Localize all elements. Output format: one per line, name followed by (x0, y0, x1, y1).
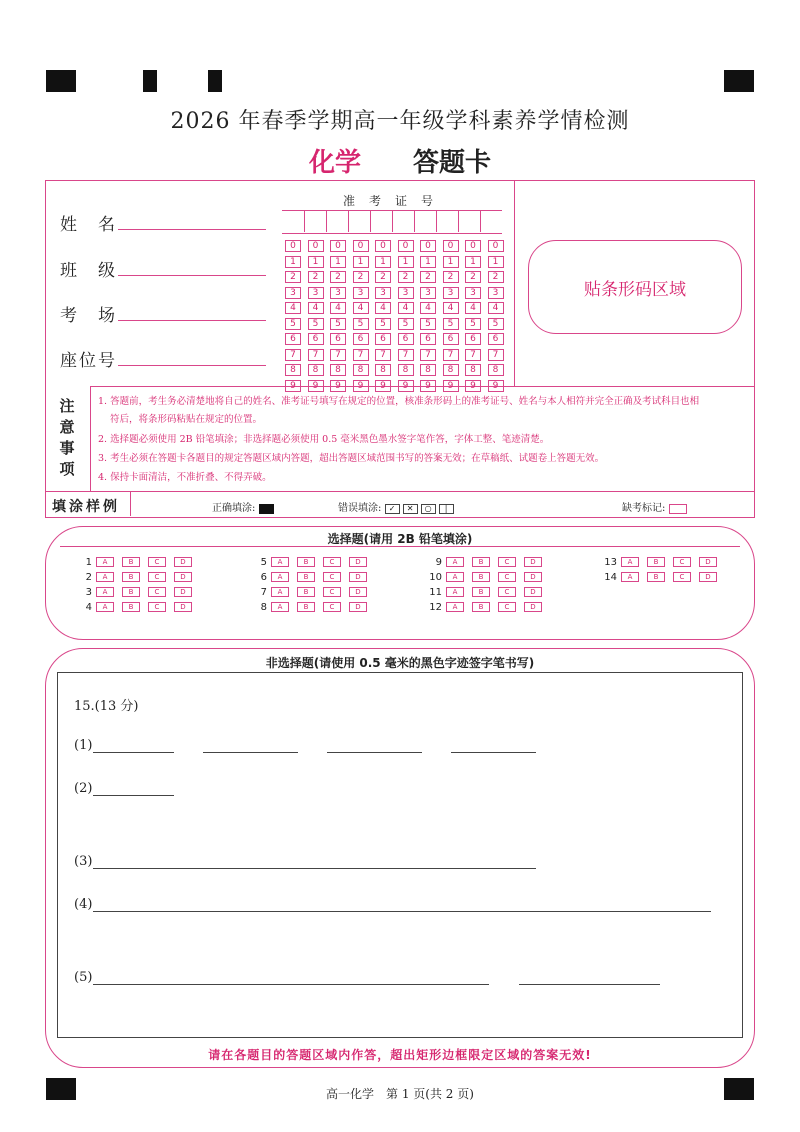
part-2-label: (2) (74, 781, 93, 796)
answer-bubble[interactable]: A (621, 557, 639, 567)
answer-bubble[interactable]: D (349, 557, 367, 567)
absent-mark-label: 缺考标记: (622, 503, 666, 514)
answer-bubble[interactable]: D (349, 572, 367, 582)
answer-bubble[interactable]: C (323, 602, 341, 612)
barcode-area (528, 240, 742, 334)
answer-bubble[interactable]: A (446, 557, 464, 567)
part-3-label: (3) (74, 854, 93, 869)
admission-digit-bubble[interactable]: 4 (443, 302, 459, 314)
admission-heading: 准考证号 (343, 194, 448, 208)
admission-digit-bubble[interactable]: 7 (285, 349, 301, 361)
answer-line[interactable] (93, 984, 489, 985)
answer-bubble[interactable]: C (498, 557, 516, 567)
admission-digit-bubble[interactable]: 7 (308, 349, 324, 361)
admission-digit-bubble[interactable]: 0 (420, 240, 436, 252)
choice-question-row (603, 557, 725, 568)
answer-bubble[interactable]: C (673, 557, 691, 567)
admission-digit-bubble[interactable]: 5 (443, 318, 459, 330)
answer-bubble[interactable]: B (647, 572, 665, 582)
subject-name: 化学 (308, 148, 361, 178)
admission-digit-bubble[interactable]: 7 (353, 349, 369, 361)
answer-bubble[interactable]: B (472, 587, 490, 597)
admission-digit-bubble[interactable]: 0 (330, 240, 346, 252)
admission-digit-bubble[interactable]: 3 (353, 287, 369, 299)
choice-question-row (428, 557, 550, 568)
question-number: 14 (604, 572, 617, 583)
admission-digit-bubble[interactable]: 5 (398, 318, 414, 330)
choice-question-row (253, 602, 375, 613)
card-title (0, 142, 800, 179)
admission-digit-bubble[interactable]: 5 (285, 318, 301, 330)
admission-digit-bubble[interactable]: 2 (398, 271, 414, 283)
correct-fill-mark (259, 504, 274, 514)
answer-bubble[interactable]: D (699, 557, 717, 567)
admission-digit-bubble[interactable]: 8 (443, 364, 459, 376)
question-number: 1 (85, 557, 92, 568)
admission-digit-bubble[interactable]: 3 (398, 287, 414, 299)
answer-bubble[interactable]: B (122, 572, 140, 582)
admission-digit-bubble[interactable]: 0 (488, 240, 504, 252)
choice-question-row (78, 602, 200, 613)
note-item: 3. 考生必须在答题卡各题目的规定答题区域内答题，超出答题区域范围书写的答案无效；在草稿纸、试题卷上答题无效。 (98, 453, 605, 464)
admission-digit-bubble[interactable]: 7 (443, 349, 459, 361)
admission-digit-bubble[interactable]: 4 (465, 302, 481, 314)
admission-digit-bubble[interactable]: 2 (465, 271, 481, 283)
admission-digit-bubble[interactable]: 7 (375, 349, 391, 361)
admission-digit-bubble[interactable]: 8 (488, 364, 504, 376)
wrong-fill-mark: ✓ (385, 504, 400, 514)
wrong-fill-mark: ✕ (403, 504, 418, 514)
note-item: 4. 保持卡面清洁，不准折叠、不得弄破。 (98, 472, 272, 483)
admission-digit-bubble[interactable]: 5 (488, 318, 504, 330)
admission-digit-bubble[interactable]: 5 (465, 318, 481, 330)
answer-bubble[interactable]: A (96, 572, 114, 582)
admission-digit-bubble[interactable]: 9 (308, 380, 324, 392)
answer-line[interactable] (93, 752, 174, 753)
admission-digit-bubble[interactable]: 8 (353, 364, 369, 376)
admission-digit-bubble[interactable]: 0 (443, 240, 459, 252)
choice-question-row (78, 557, 200, 568)
admission-digit-bubble[interactable]: 8 (308, 364, 324, 376)
admission-digit-bubble[interactable]: 7 (330, 349, 346, 361)
answer-bubble[interactable]: A (621, 572, 639, 582)
part-4-label: (4) (74, 897, 93, 912)
info-field-label: 姓 名 (60, 215, 117, 235)
admission-digit-bubble[interactable]: 8 (420, 364, 436, 376)
admission-digit-bubble[interactable]: 5 (353, 318, 369, 330)
answer-bubble[interactable]: C (148, 557, 166, 567)
question-number: 4 (85, 602, 92, 613)
wrong-fill-mark: ○ (421, 504, 436, 514)
admission-digit-bubble[interactable]: 1 (285, 256, 301, 268)
admission-write-cell-divider (414, 210, 415, 232)
answer-bubble[interactable]: B (297, 572, 315, 582)
answer-bubble[interactable]: A (446, 587, 464, 597)
choice-question-row (428, 587, 550, 598)
admission-digit-bubble[interactable]: 2 (488, 271, 504, 283)
admission-digit-bubble[interactable]: 9 (285, 380, 301, 392)
answer-bubble[interactable]: C (148, 602, 166, 612)
answer-bubble[interactable]: C (498, 587, 516, 597)
admission-digit-bubble[interactable]: 3 (443, 287, 459, 299)
note-item: 1. 答题前，考生务必清楚地将自己的姓名、准考证号填写在规定的位置，核准条形码上的准考证号、姓名与本人相符并完全正确及考试科目也相 (98, 396, 700, 407)
admission-digit-bubble[interactable]: 5 (420, 318, 436, 330)
question-number: 13 (604, 557, 617, 568)
admission-digit-bubble[interactable]: 0 (285, 240, 301, 252)
answer-bubble[interactable]: A (271, 572, 289, 582)
admission-digit-bubble[interactable]: 2 (330, 271, 346, 283)
wrong-fill-label: 错误填涂: (338, 503, 382, 514)
admission-write-cell-divider (480, 210, 481, 232)
answer-bubble[interactable]: C (673, 572, 691, 582)
divider (514, 180, 515, 386)
answer-bubble[interactable]: D (174, 557, 192, 567)
admission-digit-bubble[interactable]: 3 (420, 287, 436, 299)
info-field-label: 班 级 (60, 261, 117, 281)
info-field-label: 座位号 (60, 351, 117, 371)
admission-digit-bubble[interactable]: 8 (330, 364, 346, 376)
fill-sample-label: 填涂样例 (52, 499, 120, 515)
correct-fill (212, 499, 277, 514)
admission-digit-bubble[interactable]: 8 (398, 364, 414, 376)
admission-digit-bubble[interactable]: 7 (420, 349, 436, 361)
answer-bubble[interactable]: B (472, 572, 490, 582)
admission-digit-bubble[interactable]: 0 (353, 240, 369, 252)
admission-digit-bubble[interactable]: 3 (375, 287, 391, 299)
admission-write-cell-divider (326, 210, 327, 232)
question-15-heading: 15.(13 分) (74, 699, 139, 714)
answer-bubble[interactable]: C (148, 587, 166, 597)
divider (130, 491, 131, 516)
card-name: 答题卡 (413, 148, 492, 178)
absent-mark (622, 499, 690, 514)
answer-bubble[interactable]: A (446, 572, 464, 582)
admission-digit-bubble[interactable]: 4 (398, 302, 414, 314)
divider (90, 386, 91, 491)
admission-digit-bubble[interactable]: 2 (443, 271, 459, 283)
answer-bubble[interactable]: D (349, 587, 367, 597)
admission-digit-bubble[interactable]: 6 (420, 333, 436, 345)
admission-digit-bubble[interactable]: 4 (330, 302, 346, 314)
wrong-fill (338, 499, 457, 514)
question-number: 2 (85, 572, 92, 583)
answer-bubble[interactable]: B (647, 557, 665, 567)
admission-digit-bubble[interactable]: 2 (308, 271, 324, 283)
admission-digit-bubble[interactable]: 6 (353, 333, 369, 345)
admission-digit-bubble[interactable]: 0 (308, 240, 324, 252)
answer-bubble[interactable]: B (122, 602, 140, 612)
absent-mark-box[interactable] (669, 504, 687, 514)
admission-digit-bubble[interactable]: 3 (330, 287, 346, 299)
admission-digit-bubble[interactable]: 9 (330, 380, 346, 392)
admission-digit-bubble[interactable]: 5 (330, 318, 346, 330)
part-5-label: (5) (74, 970, 93, 985)
admission-write-cell-divider (436, 210, 437, 232)
admission-digit-bubble[interactable]: 4 (488, 302, 504, 314)
info-field-line[interactable] (118, 320, 266, 321)
answer-line[interactable] (327, 752, 422, 753)
exam-title: 2026 年春季学期高一年级学科素养学情检测 (170, 109, 630, 134)
admission-digit-bubble[interactable]: 5 (375, 318, 391, 330)
admission-digit-bubble[interactable]: 2 (420, 271, 436, 283)
answer-bubble[interactable]: B (472, 557, 490, 567)
admission-write-cell-divider (392, 210, 393, 232)
answer-bubble[interactable]: C (323, 557, 341, 567)
choice-section-title: 选择题(请用 2B 铅笔填涂) (327, 532, 473, 546)
admission-digit-bubble[interactable]: 1 (398, 256, 414, 268)
answer-bubble[interactable]: D (174, 602, 192, 612)
answer-bubble[interactable]: D (524, 587, 542, 597)
alignment-mark (143, 70, 157, 92)
choice-question-row (428, 602, 550, 613)
info-field-line[interactable] (118, 229, 266, 230)
correct-fill-label: 正确填涂: (212, 503, 256, 514)
answer-bubble[interactable]: A (271, 587, 289, 597)
admission-digit-bubble[interactable]: 9 (465, 380, 481, 392)
answer-bubble[interactable]: A (96, 602, 114, 612)
choice-question-row (78, 572, 200, 583)
choice-question-row (78, 587, 200, 598)
admission-digit-bubble[interactable]: 1 (443, 256, 459, 268)
answer-line[interactable] (519, 984, 660, 985)
answer-bubble[interactable]: B (297, 587, 315, 597)
answer-bubble[interactable]: D (524, 572, 542, 582)
answer-bubble[interactable]: C (323, 587, 341, 597)
admission-digit-bubble[interactable]: 4 (375, 302, 391, 314)
admission-write-cell-divider (348, 210, 349, 232)
admission-digit-bubble[interactable]: 8 (375, 364, 391, 376)
admission-digit-bubble[interactable]: 6 (443, 333, 459, 345)
admission-digit-bubble[interactable]: 7 (488, 349, 504, 361)
admission-write-cell-divider (458, 210, 459, 232)
answer-bubble[interactable]: A (271, 557, 289, 567)
question-number: 5 (260, 557, 267, 568)
choice-question-row (253, 572, 375, 583)
question-number: 8 (260, 602, 267, 613)
admission-digit-bubble[interactable]: 1 (420, 256, 436, 268)
answer-bubble[interactable]: C (498, 572, 516, 582)
question-number: 9 (435, 557, 442, 568)
answer-bubble[interactable]: A (446, 602, 464, 612)
answer-bubble[interactable]: B (122, 587, 140, 597)
admission-digit-bubble[interactable]: 7 (465, 349, 481, 361)
admission-digit-bubble[interactable]: 6 (285, 333, 301, 345)
admission-digit-bubble[interactable]: 4 (308, 302, 324, 314)
answer-bubble[interactable]: D (349, 602, 367, 612)
info-field-line[interactable] (118, 365, 266, 366)
question-number: 7 (260, 587, 267, 598)
answer-bubble[interactable]: C (498, 602, 516, 612)
admission-digit-bubble[interactable]: 1 (353, 256, 369, 268)
answer-line[interactable] (93, 868, 536, 869)
divider (45, 491, 754, 492)
admission-digit-bubble[interactable]: 2 (375, 271, 391, 283)
admission-digit-bubble[interactable]: 1 (488, 256, 504, 268)
admission-write-cell-divider (304, 210, 305, 232)
info-field-line[interactable] (118, 275, 266, 276)
admission-digit-bubble[interactable]: 9 (375, 380, 391, 392)
page-footer: 高一化学 第 1 页(共 2 页) (326, 1087, 474, 1101)
answer-bubble[interactable]: D (524, 602, 542, 612)
wrong-fill-marks (385, 503, 457, 514)
answer-bubble[interactable]: A (96, 587, 114, 597)
alignment-mark (208, 70, 222, 92)
answer-bubble[interactable]: D (524, 557, 542, 567)
answer-line[interactable] (93, 911, 711, 912)
admission-digit-bubble[interactable]: 0 (398, 240, 414, 252)
admission-digit-bubble[interactable]: 9 (443, 380, 459, 392)
note-item: 2. 选择题必须使用 2B 铅笔填涂；非选择题必须使用 0.5 毫米黑色墨水签字笔作答，字体工整、笔迹清楚。 (98, 434, 550, 445)
admission-digit-bubble[interactable]: 9 (420, 380, 436, 392)
admission-digit-bubble[interactable]: 2 (285, 271, 301, 283)
admission-digit-bubble[interactable]: 4 (420, 302, 436, 314)
alignment-mark (724, 70, 754, 92)
choice-question-row (603, 572, 725, 583)
choice-question-row (428, 572, 550, 583)
answer-bubble[interactable]: B (122, 557, 140, 567)
answer-bubble[interactable]: B (297, 557, 315, 567)
admission-digit-bubble[interactable]: 4 (285, 302, 301, 314)
barcode-label: 贴条形码区域 (584, 280, 686, 300)
answer-line[interactable] (451, 752, 536, 753)
admission-digit-bubble[interactable]: 2 (353, 271, 369, 283)
admission-digit-bubble[interactable]: 6 (308, 333, 324, 345)
answer-line[interactable] (203, 752, 298, 753)
admission-digit-bubble[interactable]: 1 (465, 256, 481, 268)
question-number: 11 (429, 587, 442, 598)
admission-digit-bubble[interactable]: 5 (308, 318, 324, 330)
admission-digit-bubble[interactable]: 1 (330, 256, 346, 268)
free-section-title: 非选择题(请使用 0.5 毫米的黑色字迹签字笔书写) (265, 656, 535, 670)
admission-digit-bubble[interactable]: 9 (353, 380, 369, 392)
info-field-label: 考 场 (60, 306, 117, 326)
admission-digit-bubble[interactable]: 8 (465, 364, 481, 376)
answer-bubble[interactable]: D (174, 572, 192, 582)
admission-digit-bubble[interactable]: 3 (308, 287, 324, 299)
choice-question-row (253, 557, 375, 568)
question-number: 10 (429, 572, 442, 583)
note-item: 符后，将条形码粘贴在规定的位置。 (110, 414, 263, 425)
admission-digit-bubble[interactable]: 6 (465, 333, 481, 345)
admission-digit-bubble[interactable]: 0 (375, 240, 391, 252)
admission-digit-bubble[interactable]: 3 (465, 287, 481, 299)
question-number: 3 (85, 587, 92, 598)
admission-digit-bubble[interactable]: 9 (488, 380, 504, 392)
answer-bubble[interactable]: C (148, 572, 166, 582)
answer-bubble[interactable]: B (297, 602, 315, 612)
admission-digit-bubble[interactable]: 0 (465, 240, 481, 252)
admission-digit-bubble[interactable]: 9 (398, 380, 414, 392)
admission-digit-bubble[interactable]: 7 (398, 349, 414, 361)
answer-bubble[interactable]: D (174, 587, 192, 597)
admission-digit-bubble[interactable]: 6 (398, 333, 414, 345)
notes-title: 注意事项 (59, 397, 75, 478)
admission-write-cell-divider (370, 210, 371, 232)
admission-digit-bubble[interactable]: 3 (488, 287, 504, 299)
admission-digit-bubble[interactable]: 6 (488, 333, 504, 345)
alignment-mark (46, 70, 76, 92)
choice-question-row (253, 587, 375, 598)
wrong-fill-mark: | (439, 504, 454, 514)
admission-digit-bubble[interactable]: 1 (375, 256, 391, 268)
answer-bubble[interactable]: C (323, 572, 341, 582)
admission-digit-bubble[interactable]: 4 (353, 302, 369, 314)
answer-bubble[interactable]: B (472, 602, 490, 612)
answer-bubble[interactable]: D (699, 572, 717, 582)
admission-digit-bubble[interactable]: 6 (375, 333, 391, 345)
part-1-label: (1) (74, 738, 93, 753)
answer-bubble[interactable]: A (271, 602, 289, 612)
admission-digit-bubble[interactable]: 1 (308, 256, 324, 268)
question-number: 12 (429, 602, 442, 613)
answer-area-warning: 请在各题目的答题区域内作答，超出矩形边框限定区域的答案无效! (208, 1048, 592, 1062)
answer-bubble[interactable]: A (96, 557, 114, 567)
admission-digit-bubble[interactable]: 6 (330, 333, 346, 345)
admission-digit-bubble[interactable]: 8 (285, 364, 301, 376)
answer-line[interactable] (93, 795, 174, 796)
admission-digit-bubble[interactable]: 3 (285, 287, 301, 299)
question-number: 6 (260, 572, 267, 583)
